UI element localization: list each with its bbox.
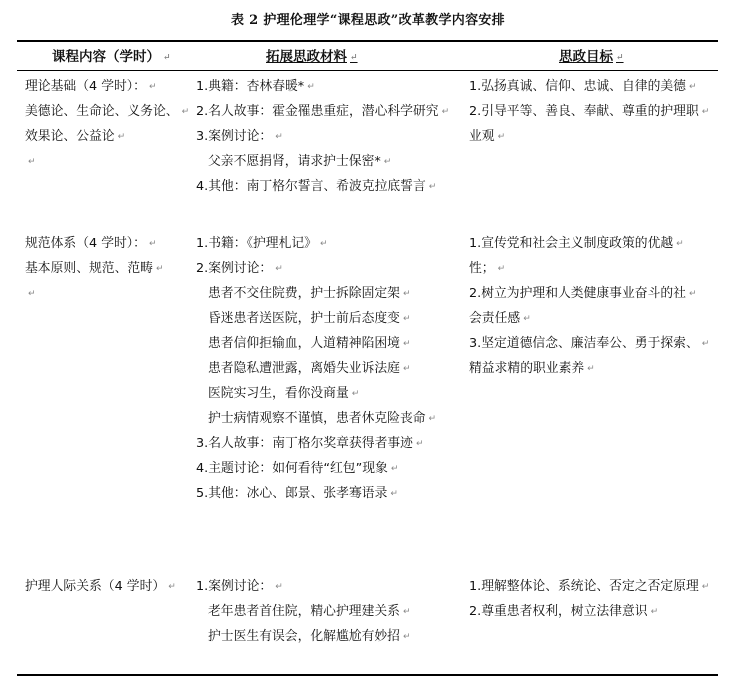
row2-goals (469, 231, 719, 381)
goal-line: 业观 ↵ (469, 129, 506, 144)
goal-line: 2.尊重患者权利，树立法律意识 ↵ (469, 604, 659, 619)
paragraph-mark-icon: ↵ (402, 364, 411, 374)
material-line: 护士医生有误会，化解尴尬有妙招 ↵ (208, 629, 411, 644)
paragraph-mark-icon: ↵ (616, 53, 624, 63)
header-goals: 思政目标 ↵ (559, 49, 624, 65)
content-line (25, 281, 190, 306)
paragraph-mark-icon: ↵ (402, 632, 411, 642)
table-header-rule (17, 70, 718, 71)
paragraph-mark-icon: ↵ (402, 289, 411, 299)
paragraph-mark-icon: ↵ (390, 489, 398, 499)
row3-content (25, 574, 190, 599)
material-line: 患者不交住院费，护士拆除固定架 ↵ (208, 286, 411, 301)
paragraph-mark-icon: ↵ (688, 289, 697, 299)
material-line: 4.主题讨论：如何看待“红包”现象 ↵ (196, 461, 399, 476)
paragraph-mark-icon: ↵ (28, 157, 36, 167)
paragraph-mark-icon: ↵ (402, 339, 411, 349)
material-line: 患者隐私遭泄露，离婚失业诉法庭 ↵ (208, 361, 411, 376)
goal-line: 2.引导平等、善良、奉献、尊重的护理职 ↵ (469, 104, 710, 119)
paragraph-mark-icon: ↵ (415, 439, 424, 449)
paragraph-mark-icon: ↵ (650, 607, 659, 617)
paragraph-mark-icon: ↵ (676, 239, 684, 249)
goal-line: 1.弘扬真诚、信仰、忠诚、自律的美德 ↵ (469, 79, 697, 94)
row3-goals (469, 574, 719, 624)
paragraph-mark-icon: ↵ (275, 132, 283, 142)
content-line: 规范体系（4 学时）： ↵ (25, 236, 157, 251)
row1-goals (469, 74, 719, 149)
table-top-rule (17, 40, 718, 42)
paragraph-mark-icon: ↵ (428, 182, 437, 192)
material-line: 老年患者首住院，精心护理建关系 ↵ (208, 604, 411, 619)
paragraph-mark-icon: ↵ (117, 132, 126, 142)
row2-content (25, 231, 190, 306)
paragraph-mark-icon: ↵ (390, 464, 399, 474)
content-line: 效果论、公益论 ↵ (25, 129, 126, 144)
material-line: 2.名人故事：霍金罹患重症，潜心科学研究 ↵ (196, 104, 450, 119)
paragraph-mark-icon: ↵ (307, 82, 315, 92)
header-course-content: 课程内容（学时） ↵ (52, 49, 171, 65)
paragraph-mark-icon: ↵ (428, 414, 437, 424)
material-line: 1.典籍：杏林春暖* ↵ (196, 79, 315, 94)
content-line: 美德论、生命论、义务论、 ↵ (25, 104, 190, 119)
row1-content (25, 74, 190, 174)
paragraph-mark-icon: ↵ (155, 264, 164, 274)
material-line: 5.其他：冰心、郎景、张孝骞语录 ↵ (196, 486, 398, 501)
header-materials: 拓展思政材料 ↵ (266, 49, 358, 65)
paragraph-mark-icon: ↵ (497, 264, 506, 274)
material-line: 2.案例讨论： ↵ (196, 261, 283, 276)
goal-line: 3.坚定道德信念、廉洁奉公、勇于探索、 ↵ (469, 336, 710, 351)
material-line: 昏迷患者送医院，护士前后态度变 ↵ (208, 311, 411, 326)
table-caption: 表 2 护理伦理学“课程思政”改革教学内容安排 (231, 13, 505, 28)
goal-line: 会责任感 ↵ (469, 311, 531, 326)
paragraph-mark-icon: ↵ (28, 289, 36, 299)
paragraph-mark-icon: ↵ (275, 264, 283, 274)
goal-line: 1.理解整体论、系统论、否定之否定原理 ↵ (469, 579, 710, 594)
row2-materials (196, 231, 466, 506)
paragraph-mark-icon: ↵ (168, 582, 176, 592)
content-line: 理论基础（4 学时）： ↵ (25, 79, 157, 94)
material-line: 医院实习生，看你没商量 ↵ (208, 386, 360, 401)
paragraph-mark-icon: ↵ (441, 107, 450, 117)
paragraph-mark-icon: ↵ (351, 389, 360, 399)
goal-line: 性； ↵ (469, 261, 506, 276)
paragraph-mark-icon: ↵ (383, 157, 392, 167)
material-line: 患者信仰拒输血，人道精神陷困境 ↵ (208, 336, 411, 351)
paragraph-mark-icon: ↵ (587, 364, 595, 374)
material-line: 4.其他：南丁格尔誓言、希波克拉底誓言 ↵ (196, 179, 437, 194)
material-line: 1.书籍：《护理札记》 ↵ (196, 236, 328, 251)
paragraph-mark-icon: ↵ (701, 582, 710, 592)
paragraph-mark-icon: ↵ (350, 53, 358, 63)
paragraph-mark-icon: ↵ (497, 132, 506, 142)
row3-materials (196, 574, 466, 649)
paragraph-mark-icon: ↵ (148, 82, 157, 92)
row1-materials (196, 74, 466, 199)
goal-line: 2.树立为护理和人类健康事业奋斗的社 ↵ (469, 286, 697, 301)
material-line: 3.案例讨论： ↵ (196, 129, 283, 144)
material-line: 父亲不愿捐肾，请求护士保密* ↵ (208, 154, 392, 169)
paragraph-mark-icon: ↵ (275, 582, 283, 592)
content-line (25, 149, 190, 174)
paragraph-mark-icon: ↵ (688, 82, 697, 92)
goal-line: 1.宣传党和社会主义制度政策的优越 ↵ (469, 236, 684, 251)
table-bottom-rule (17, 674, 718, 676)
paragraph-mark-icon: ↵ (701, 107, 710, 117)
paragraph-mark-icon: ↵ (181, 107, 190, 117)
content-line: 基本原则、规范、范畴 ↵ (25, 261, 164, 276)
goal-line: 精益求精的职业素养 ↵ (469, 361, 595, 376)
material-line: 3.名人故事：南丁格尔奖章获得者事迹 ↵ (196, 436, 424, 451)
material-line: 护士病情观察不谨慎，患者休克险丧命 ↵ (208, 411, 437, 426)
content-line: 护理人际关系（4 学时） ↵ (25, 579, 176, 594)
paragraph-mark-icon: ↵ (402, 607, 411, 617)
paragraph-mark-icon: ↵ (163, 53, 171, 63)
paragraph-mark-icon: ↵ (402, 314, 411, 324)
paragraph-mark-icon: ↵ (319, 239, 328, 249)
paragraph-mark-icon: ↵ (523, 314, 531, 324)
paragraph-mark-icon: ↵ (148, 239, 157, 249)
material-line: 1.案例讨论： ↵ (196, 579, 283, 594)
paragraph-mark-icon: ↵ (701, 339, 710, 349)
